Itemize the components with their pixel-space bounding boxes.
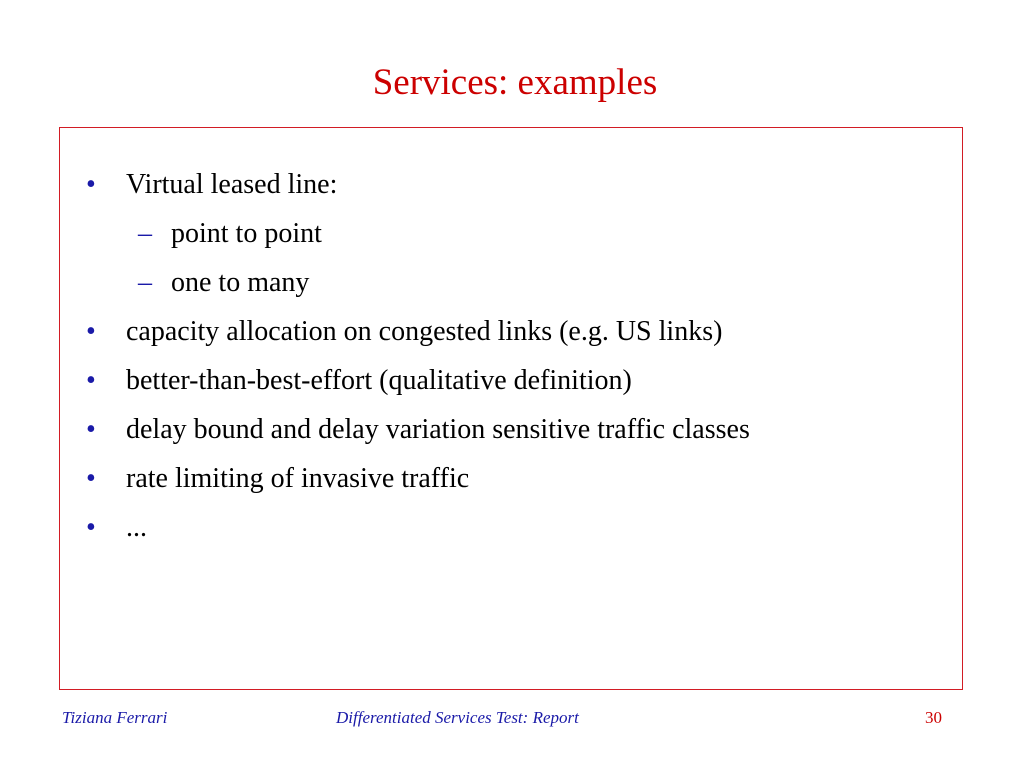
bullet-text: rate limiting of invasive traffic — [126, 463, 470, 494]
bullet-text: delay bound and delay variation sensitive traffic classes — [126, 414, 750, 445]
bullet-text: Virtual leased line: — [126, 169, 338, 200]
sub-bullet-text: point to point — [171, 218, 322, 249]
bullet-marker: • — [86, 169, 96, 200]
bullet-marker: • — [86, 414, 96, 445]
bullet-marker: • — [86, 316, 96, 347]
dash-marker: – — [138, 218, 152, 249]
bullet-marker: • — [86, 512, 96, 543]
page-number: 30 — [925, 708, 942, 727]
footer-author: Tiziana Ferrari — [62, 708, 168, 727]
dash-marker: – — [138, 267, 152, 298]
content-box — [59, 127, 963, 690]
sub-bullet-text: one to many — [171, 267, 310, 298]
bullet-text: better-than-best-effort (qualitative definition) — [126, 365, 632, 396]
slide-title: Services: examples — [372, 62, 658, 103]
bullet-text: capacity allocation on congested links (e.g. US links) — [126, 316, 723, 347]
footer-title: Differentiated Services Test: Report — [336, 708, 579, 727]
bullet-marker: • — [86, 365, 96, 396]
bullet-text: ... — [126, 512, 147, 543]
bullet-marker: • — [86, 463, 96, 494]
